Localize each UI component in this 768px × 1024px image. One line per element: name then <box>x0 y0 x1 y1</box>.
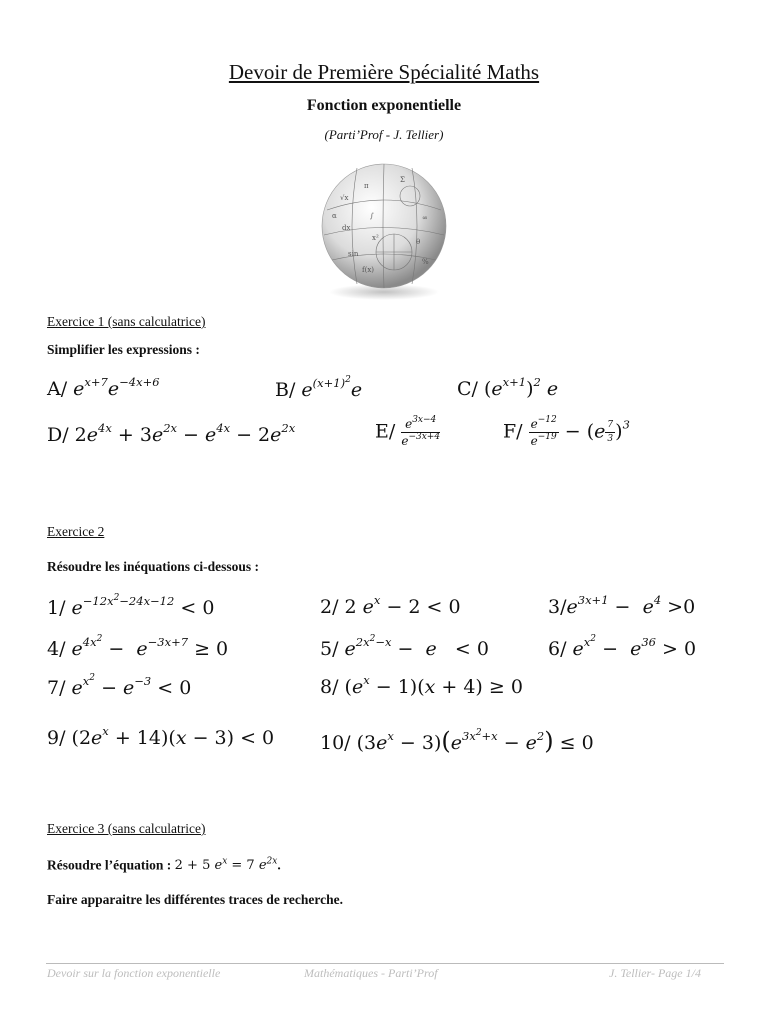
footer-center: Mathématiques - Parti’Prof <box>304 966 438 980</box>
expr-e: E/ $\frac{e^{3x-4}}{e^{-3x+4}}$ <box>375 415 441 448</box>
exercise3-instruction2: Faire apparaitre les différentes traces de recherche. <box>47 892 344 907</box>
svg-text:dx: dx <box>342 224 351 232</box>
inequation-5: 5/ $e^{2x^2-x} - e < 0$ <box>320 634 489 660</box>
svg-text:α: α <box>332 212 337 220</box>
expr-a: A/ $e^{x+7}e^{-4x+6}$ <box>47 375 160 400</box>
inequation-7: 7/ $e^{x^2} - e^{-3} < 0$ <box>47 673 192 699</box>
svg-text:x²: x² <box>372 234 379 242</box>
exercise3-instruction: Résoudre l’équation : 2 + 5 $e^x = 7$ $e^{2x}$. <box>47 857 281 874</box>
expr-f: F/ $\frac{e^{-12}}{e^{-19}}$ − (e $\frac{7}{3}$ )$^3$ <box>503 415 630 448</box>
exercise1-heading: Exercice 1 (sans calculatrice) <box>47 314 206 329</box>
inequation-3: $3/e^{3x+1} - e^4 >0$ <box>548 593 696 618</box>
svg-text:∞: ∞ <box>422 214 428 222</box>
svg-text:∫: ∫ <box>370 212 374 220</box>
expr-b: B/ $e^{(x+1)^2}e$ <box>275 375 363 401</box>
inequation-6: 6/ $e^{x^2} - e^{36} > 0$ <box>548 634 697 660</box>
inequation-2: 2/ 2 $e^x - 2 < 0$ <box>320 593 461 618</box>
inequation-9: 9/ $(2e^x + 14)(x - 3) < 0$ <box>47 724 275 749</box>
exercise3-heading: Exercice 3 (sans calculatrice) <box>47 821 206 836</box>
svg-text:θ: θ <box>416 238 421 246</box>
exercise2-instruction: Résoudre les inéquations ci-dessous : <box>47 559 260 574</box>
footer-left: Devoir sur la fonction exponentielle <box>47 966 221 980</box>
footer-right: J. Tellier- Page 1/4 <box>609 966 701 980</box>
inequation-1: 1/ $e^{-12x^2-24x-12} < 0$ <box>47 593 215 619</box>
page-subtitle: Fonction exponentielle <box>306 97 462 114</box>
inequation-10: 10/ $(3e^x - 3)(e^{3x^2+x} - e^2) \le 0$ <box>320 727 594 755</box>
exercise2-heading: Exercice 2 <box>47 524 105 539</box>
svg-text:%: % <box>422 258 429 266</box>
author-line: (Parti’Prof - J. Tellier) <box>324 127 444 142</box>
expr-c: C/ $(e^{x+1})^2$ e <box>457 375 559 400</box>
inequation-4: 4/ $e^{4x^2} - e^{-3x+7} \ge 0$ <box>47 634 229 660</box>
svg-text:Σ: Σ <box>400 176 405 184</box>
exercise1-instruction: Simplifier les expressions : <box>47 342 200 357</box>
svg-text:sin: sin <box>348 250 359 258</box>
svg-text:f(x): f(x) <box>362 266 375 274</box>
svg-text:√x: √x <box>340 194 349 202</box>
expr-d: D/ $2e^{4x} + 3e^{2x} - e^{4x} - 2e^{2x}$ <box>47 421 296 446</box>
inequation-8: 8/ $(e^x - 1)(x + 4) \ge 0$ <box>320 673 523 698</box>
math-sphere-image <box>312 160 456 304</box>
page-title: Devoir de Première Spécialité Maths <box>228 60 540 84</box>
svg-text:π: π <box>364 182 369 190</box>
footer-divider <box>46 963 724 964</box>
